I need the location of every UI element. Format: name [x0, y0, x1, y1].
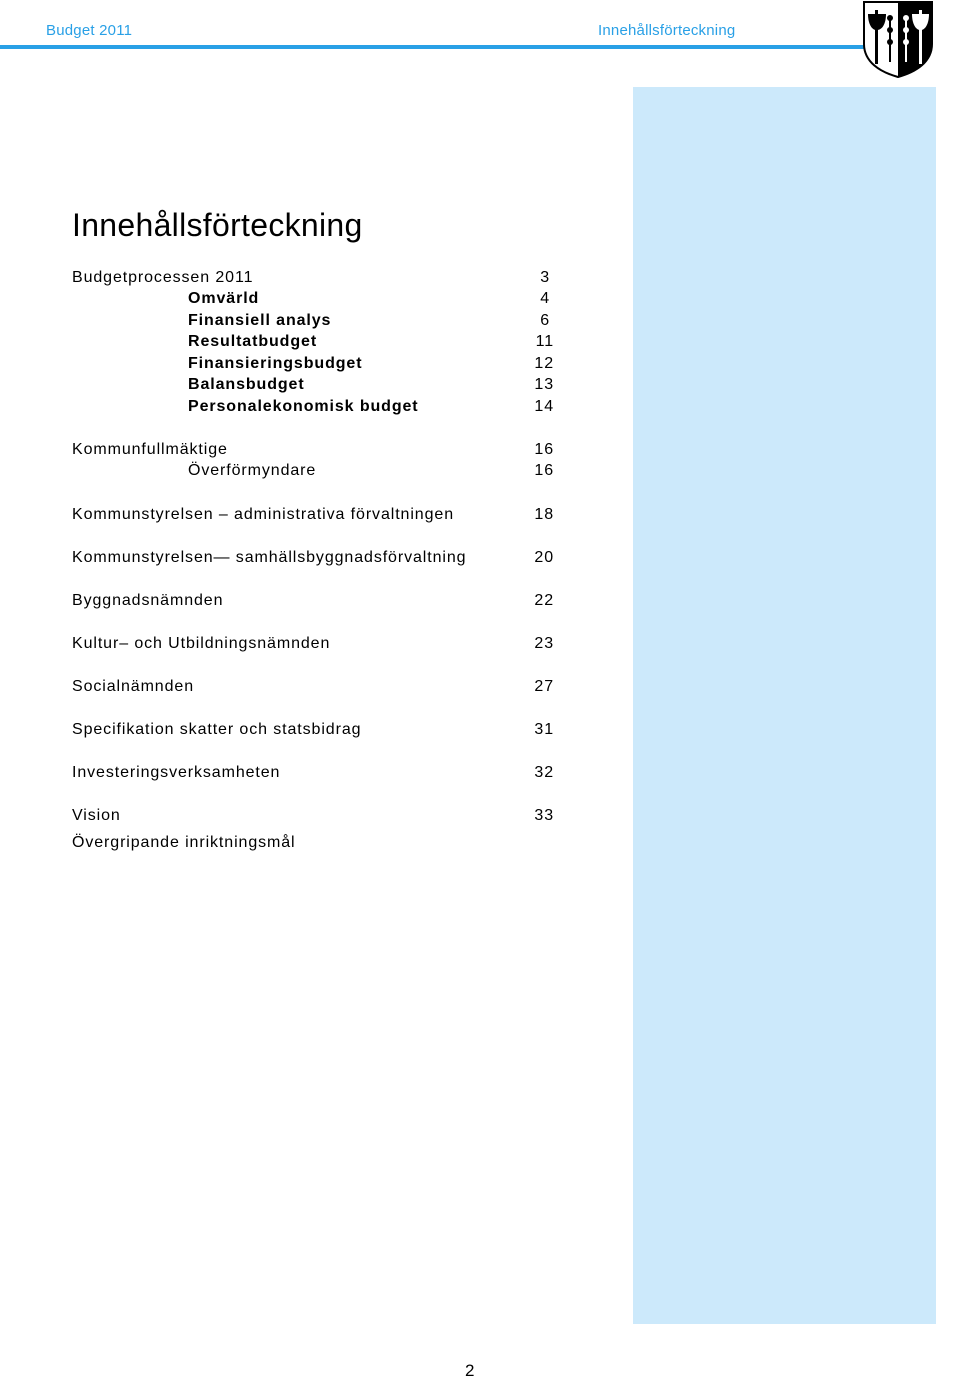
toc-label: Omvärld [188, 290, 260, 307]
toc-page-number: 14 [534, 398, 554, 415]
toc-page-number: 33 [534, 807, 554, 824]
toc-entry[interactable] [0, 807, 620, 829]
toc-entry[interactable] [0, 764, 620, 786]
toc-page-number: 16 [534, 441, 554, 458]
toc-label: Övergripande inriktningsmål [72, 834, 296, 851]
toc-entry[interactable] [0, 441, 620, 463]
toc-label: Socialnämnden [72, 678, 194, 695]
toc-entry[interactable] [0, 678, 620, 700]
toc-page-number: 31 [534, 721, 554, 738]
toc-entry[interactable] [0, 269, 620, 291]
toc-entry[interactable] [0, 635, 620, 657]
toc-entry[interactable] [0, 290, 620, 312]
toc-label: Överförmyndare [188, 462, 317, 479]
toc-page-number: 32 [534, 764, 554, 781]
toc-page-number: 6 [540, 312, 550, 329]
toc-label: Balansbudget [188, 376, 305, 393]
toc-label: Resultatbudget [188, 333, 318, 350]
toc-page-number: 16 [534, 462, 554, 479]
toc-page-number: 13 [534, 376, 554, 393]
page-number: 2 [465, 1361, 475, 1380]
toc-entry[interactable] [0, 834, 620, 856]
page-title: Innehållsförteckning [72, 207, 363, 243]
header-document-title: Budget 2011 [46, 22, 133, 39]
coat-of-arms-icon [862, 0, 934, 78]
toc-page-number: 4 [540, 290, 550, 307]
toc-entry[interactable] [0, 355, 620, 377]
toc-page-number: 3 [540, 269, 550, 286]
toc-page-number: 23 [534, 635, 554, 652]
toc-label: Finansieringsbudget [188, 355, 363, 372]
toc-entry[interactable] [0, 462, 620, 484]
toc-entry[interactable] [0, 592, 620, 614]
toc-label: Kultur– och Utbildningsnämnden [72, 635, 331, 652]
toc-label: Budgetprocessen 2011 [72, 269, 254, 286]
toc-entry[interactable] [0, 506, 620, 528]
header-section-title: Innehållsförteckning [598, 22, 736, 39]
toc-entry[interactable] [0, 398, 620, 420]
toc-label: Finansiell analys [188, 312, 332, 329]
toc-page-number: 12 [534, 355, 554, 372]
toc-entry[interactable] [0, 549, 620, 571]
toc-entry[interactable] [0, 376, 620, 398]
header-divider [0, 45, 870, 49]
toc-label: Kommunstyrelsen— samhällsbyggnadsförvaltning [72, 549, 467, 566]
toc-label: Kommunfullmäktige [72, 441, 228, 458]
side-panel [633, 87, 936, 1324]
toc-entry[interactable] [0, 312, 620, 334]
toc-page-number: 22 [534, 592, 554, 609]
toc-page-number: 20 [534, 549, 554, 566]
toc-page-number: 11 [535, 333, 554, 350]
toc-label: Byggnadsnämnden [72, 592, 224, 609]
toc-label: Vision [72, 807, 121, 824]
toc-page-number: 27 [534, 678, 554, 695]
toc-label: Personalekonomisk budget [188, 398, 419, 415]
toc-label: Investeringsverksamheten [72, 764, 281, 781]
toc-label: Specifikation skatter och statsbidrag [72, 721, 362, 738]
toc-entry[interactable] [0, 721, 620, 743]
toc-page-number: 18 [534, 506, 554, 523]
toc-label: Kommunstyrelsen – administrativa förvaltningen [72, 506, 455, 523]
toc-entry[interactable] [0, 333, 620, 355]
